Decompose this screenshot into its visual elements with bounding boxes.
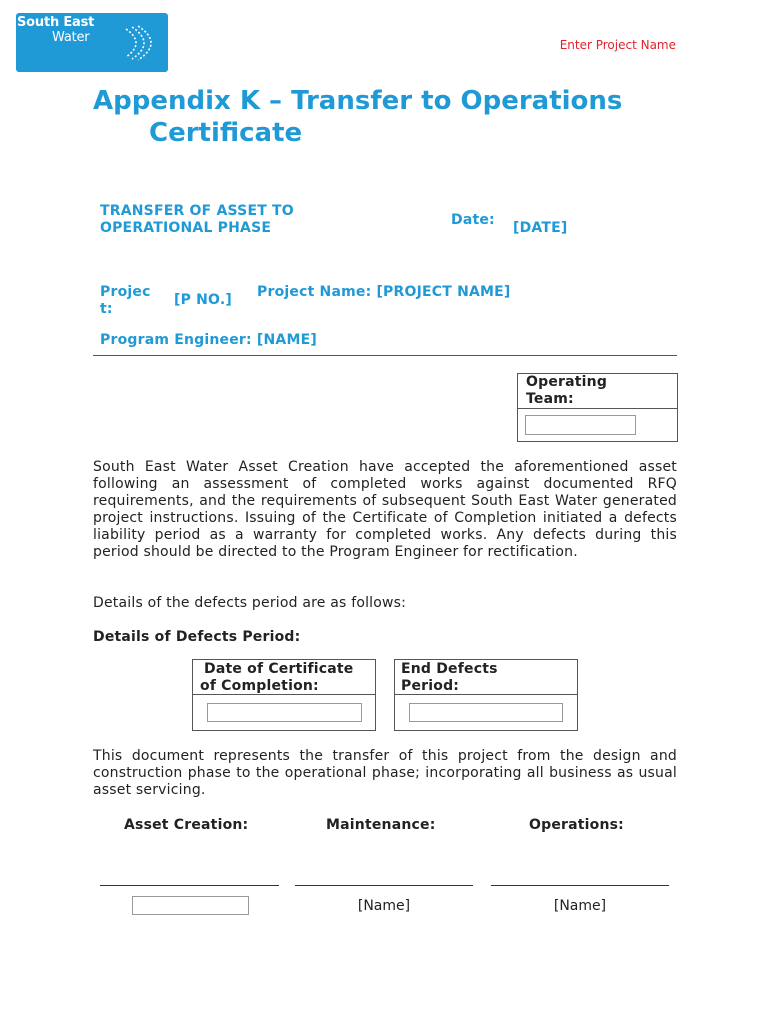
- certificate-date-label-continued: of Completion:: [200, 678, 319, 694]
- operating-team-box-divider: [517, 408, 678, 409]
- program-engineer[interactable]: Program Engineer: [NAME]: [100, 332, 317, 348]
- logo-text-south-east: South East: [17, 15, 95, 30]
- project-number-label: Projec: [100, 284, 151, 300]
- page-title-continued: Certificate: [149, 118, 303, 148]
- transfer-heading-continued: OPERATIONAL PHASE: [100, 220, 272, 236]
- date-label: Date:: [451, 212, 495, 228]
- asset-creation-label: Asset Creation:: [124, 817, 249, 833]
- date-value[interactable]: [DATE]: [513, 220, 568, 236]
- page-title: Appendix K – Transfer to Operations: [93, 86, 623, 116]
- operating-team-input[interactable]: [525, 415, 636, 435]
- project-number-label-continued: t:: [100, 301, 113, 317]
- operations-name[interactable]: [Name]: [553, 898, 607, 914]
- end-defects-input[interactable]: [409, 703, 563, 722]
- project-name[interactable]: Project Name: [PROJECT NAME]: [257, 284, 511, 300]
- section-divider: [93, 355, 677, 356]
- end-defects-divider: [394, 694, 578, 695]
- certificate-date-label: Date of Certificate: [204, 661, 354, 677]
- project-number-value[interactable]: [P NO.]: [174, 292, 232, 308]
- defects-intro-paragraph: Details of the defects period are as follows:: [93, 595, 407, 611]
- asset-creation-signature-line[interactable]: [100, 885, 279, 886]
- maintenance-name[interactable]: [Name]: [357, 898, 411, 914]
- operating-team-label-continued: Team:: [526, 391, 574, 407]
- operations-label: Operations:: [529, 817, 624, 833]
- maintenance-label: Maintenance:: [326, 817, 436, 833]
- water-ripple-icon: [116, 25, 162, 61]
- logo-text-water: Water: [52, 30, 90, 45]
- transfer-heading: TRANSFER OF ASSET TO: [100, 203, 294, 219]
- end-defects-label-continued: Period:: [401, 678, 460, 694]
- transfer-paragraph: This document represents the transfer of this project from the design and construction phase to the operational phase; incorporating all business as usual asset servicing.: [93, 748, 677, 798]
- defects-period-heading: Details of Defects Period:: [93, 629, 301, 645]
- certificate-date-input[interactable]: [207, 703, 362, 722]
- maintenance-signature-line[interactable]: [295, 885, 473, 886]
- project-name-field[interactable]: Enter Project Name: [559, 38, 676, 52]
- certificate-date-divider: [192, 694, 376, 695]
- operating-team-label: Operating: [526, 374, 608, 390]
- operations-signature-line[interactable]: [491, 885, 669, 886]
- asset-creation-name-input[interactable]: [132, 896, 249, 915]
- end-defects-label: End Defects: [401, 661, 498, 677]
- acceptance-paragraph: South East Water Asset Creation have accepted the aforementioned asset following an assessment of completed works against documented RFQ requirements, and the requirements of subsequent South East Water generated project instructions. Issuing of the Certificate of Completion initiated a defects liability period as a warranty for completed works. Any defects during this period should be directed to the Program Engineer for rectification.: [93, 459, 677, 560]
